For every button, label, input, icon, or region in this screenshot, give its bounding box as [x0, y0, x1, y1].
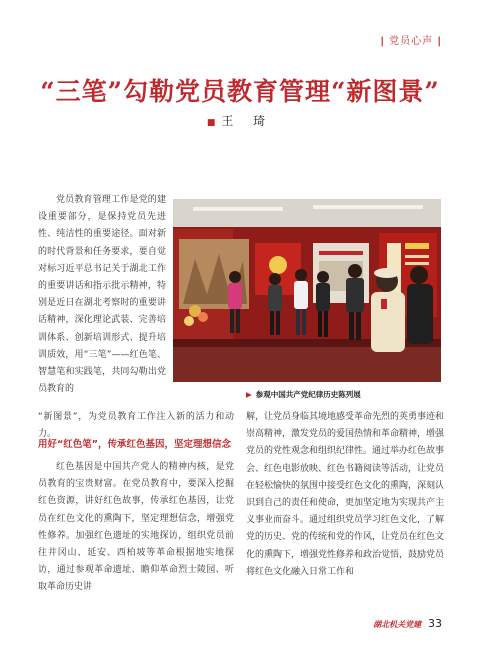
section-tag-bar-left: | [380, 36, 385, 47]
section-subheading: 用好“红色笔”，传承红色基因，坚定理想信念 [38, 439, 231, 450]
author-line [0, 112, 480, 129]
photo-caption-text: 参观中国共产党纪律历史陈列展 [255, 390, 361, 399]
body-paragraph-left: 红色基因是中国共产党人的精神内核，是党员教育的宝贵财富。在党员教育中，要深入挖掘红色资源，讲好红色故事，传承红色基因，让党员在红色文化的熏陶下，坚定理想信念，增强党性修养。加强红色遗址的实地探访，组织党员前往井冈山、延安、西柏坡等革命根据地实地探访，通过参观革命遗址、瞻仰革命烈士陵园、听取革命历史讲 [38, 462, 234, 593]
section-tag-label: 党员心声 [389, 36, 434, 47]
section-tag-bar-right: | [437, 36, 442, 47]
author-name: 王 琦 [221, 114, 274, 128]
exhibition-photo [173, 199, 441, 382]
photo-caption [246, 389, 361, 400]
intro-paragraph-tail: “新图景”，为党员教育工作注入新的活力和动力。 [38, 412, 234, 440]
exhibition-photo-illustration [173, 199, 441, 382]
section-tag [380, 32, 442, 47]
caption-triangle-icon: ▶ [246, 390, 252, 399]
author-square-icon: ■ [206, 118, 216, 128]
intro-paragraph: 党员教育管理工作是党的建设重要部分，是保持党员先进性、纯洁性的重要途径。面对新的时代背景和任务要求，要自觉对标习近平总书记关于湖北工作的重要讲话和指示批示精神，特别是近日在湖北考察时的重要讲话精神，深化理论武装、完善培训体系、创新培训形式、提升培训质效，用“三笔”——红色笔、智慧笔和实践笔，共同勾勒出党员教育的 [38, 195, 166, 395]
article-title: “三笔”勾勒党员教育管理“新图景” [40, 77, 440, 106]
page-number: 33 [428, 617, 442, 630]
body-paragraph-right: 解，让党员身临其境地感受革命先烈的英勇事迹和崇高精神，激发党员的爱国热情和革命精神，增强党员的党性观念和组织纪律性。通过举办红色故事会、红色电影放映、红色书籍阅读等活动，让党员在轻松愉快的氛围中接受红色文化的熏陶，深刻认识到自己的责任和使命，更加坚定地为实现共产主义事业而奋斗。通过组织党员学习红色文化，了解党的历史、党的传统和党的作风，让党员在红色文化的熏陶下，增强党性修养和政治觉悟，鼓励党员将红色文化融入日常工作和 [246, 412, 445, 577]
magazine-name: 湖北机关党建 [373, 620, 422, 629]
page-footer [373, 617, 442, 630]
